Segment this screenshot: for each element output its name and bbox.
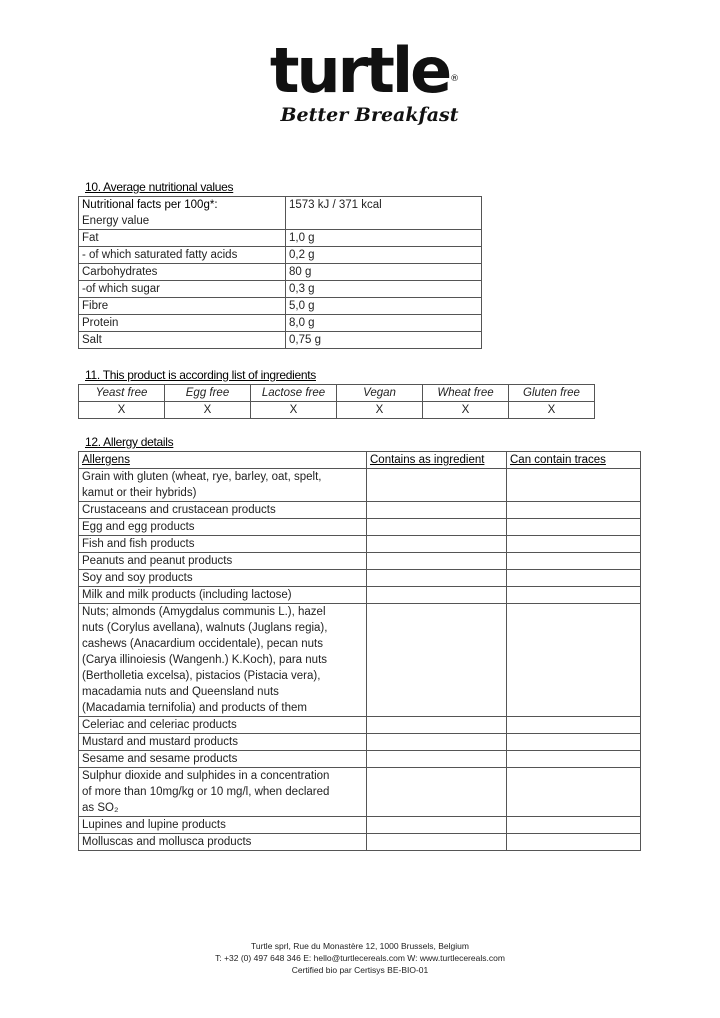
table-row — [79, 519, 641, 536]
traces-cell — [507, 751, 641, 768]
table-row — [79, 402, 595, 419]
nutrition-label — [79, 197, 286, 230]
logo-tagline: Better Breakfast — [280, 104, 459, 126]
footer — [0, 940, 720, 976]
allergen-line: of more than 10mg/kg or 10 mg/l, when declared — [82, 786, 330, 798]
contains-cell — [367, 553, 507, 570]
traces-cell — [507, 553, 641, 570]
allergen-line: Fish and fish products — [82, 538, 195, 550]
allergens-header: Allergens — [79, 452, 367, 469]
allergen-line: Mustard and mustard products — [82, 736, 238, 748]
contains-cell — [367, 502, 507, 519]
ingredient-mark: X — [251, 402, 337, 419]
contains-cell — [367, 751, 507, 768]
allergen-cell — [79, 587, 367, 604]
allergen-line: (Bertholletia excelsa), pistacios (Pistacia vera), — [82, 670, 321, 682]
contains-cell — [367, 519, 507, 536]
footer-address: Turtle sprl, Rue du Monastère 12, 1000 Brussels, Belgium — [251, 941, 469, 951]
nutrition-label: -of which sugar — [79, 281, 286, 298]
allergen-line: (Carya illinoiesis (Wangenh.) K.Koch), para nuts — [82, 654, 328, 666]
allergen-line: Lupines and lupine products — [82, 819, 226, 831]
allergen-line: as SO₂ — [82, 802, 119, 814]
ingredient-mark: X — [423, 402, 509, 419]
traces-cell — [507, 519, 641, 536]
ingredient-header: Egg free — [165, 385, 251, 402]
allergen-cell — [79, 768, 367, 817]
nutrition-value: 0,3 g — [286, 281, 482, 298]
logo-word: turtle — [269, 34, 450, 107]
nutrition-label: Fibre — [79, 298, 286, 315]
table-row — [79, 587, 641, 604]
nutrition-label: Salt — [79, 332, 286, 349]
table-row — [79, 298, 482, 315]
nutrition-value: 1573 kJ / 371 kcal — [286, 197, 482, 230]
nutrition-value: 80 g — [286, 264, 482, 281]
nutrition-table — [78, 196, 482, 349]
table-row — [79, 768, 641, 817]
allergen-line: Egg and egg products — [82, 521, 195, 533]
footer-contact: T: +32 (0) 497 648 346 E: hello@turtlecereals.com W: www.turtlecereals.com — [215, 953, 505, 963]
allergen-line: nuts (Corylus avellana), walnuts (Juglans regia), — [82, 622, 328, 634]
logo-wordmark — [269, 34, 460, 107]
allergen-line: Celeriac and celeriac products — [82, 719, 237, 731]
table-row — [79, 452, 641, 469]
allergen-line: Sulphur dioxide and sulphides in a concentration — [82, 770, 330, 782]
footer-certification: Certified bio par Certisys BE-BIO-01 — [291, 965, 429, 975]
table-row — [79, 247, 482, 264]
nutrition-sub-label: Energy value — [82, 215, 150, 227]
traces-cell — [507, 570, 641, 587]
contains-cell — [367, 834, 507, 851]
ingredient-header: Yeast free — [79, 385, 165, 402]
ingredient-header: Wheat free — [423, 385, 509, 402]
table-row — [79, 751, 641, 768]
brand-logo — [257, 34, 462, 126]
nutrition-value: 8,0 g — [286, 315, 482, 332]
allergen-line: (Macadamia ternifolia) and products of them — [82, 702, 307, 714]
registered-mark: ® — [450, 74, 460, 84]
ingredient-header: Vegan — [337, 385, 423, 402]
traces-cell — [507, 734, 641, 751]
traces-cell — [507, 604, 641, 717]
traces-header: Can contain traces — [507, 452, 641, 469]
table-row — [79, 469, 641, 502]
allergen-line: Milk and milk products (including lactose) — [82, 589, 292, 601]
traces-cell — [507, 587, 641, 604]
table-row — [79, 553, 641, 570]
table-row — [79, 570, 641, 587]
table-row — [79, 834, 641, 851]
traces-cell — [507, 834, 641, 851]
traces-cell — [507, 536, 641, 553]
nutrition-label: - of which saturated fatty acids — [79, 247, 286, 264]
allergen-cell — [79, 817, 367, 834]
allergy-table — [78, 451, 641, 851]
traces-cell — [507, 469, 641, 502]
contains-header: Contains as ingredient — [367, 452, 507, 469]
table-row — [79, 332, 482, 349]
table-row — [79, 502, 641, 519]
nutrition-label: Fat — [79, 230, 286, 247]
allergen-line: Molluscas and mollusca products — [82, 836, 252, 848]
table-row — [79, 817, 641, 834]
table-row — [79, 385, 595, 402]
ingredients-table — [78, 384, 595, 419]
allergen-cell — [79, 834, 367, 851]
ingredient-header: Gluten free — [509, 385, 595, 402]
contains-cell — [367, 536, 507, 553]
table-row — [79, 604, 641, 717]
traces-cell — [507, 817, 641, 834]
table-row — [79, 197, 482, 230]
allergen-cell — [79, 717, 367, 734]
allergen-cell — [79, 570, 367, 587]
nutrition-header-label: Nutritional facts per 100g*: — [82, 199, 218, 211]
section-12-title: 12. Allergy details — [85, 435, 174, 449]
allergen-cell — [79, 734, 367, 751]
contains-cell — [367, 717, 507, 734]
contains-cell — [367, 734, 507, 751]
allergen-cell — [79, 519, 367, 536]
allergen-cell — [79, 751, 367, 768]
contains-cell — [367, 768, 507, 817]
traces-cell — [507, 502, 641, 519]
allergen-line: Sesame and sesame products — [82, 753, 238, 765]
allergen-line: Nuts; almonds (Amygdalus communis L.), hazel — [82, 606, 326, 618]
contains-cell — [367, 469, 507, 502]
nutrition-value: 0,75 g — [286, 332, 482, 349]
allergen-cell — [79, 604, 367, 717]
nutrition-label: Protein — [79, 315, 286, 332]
table-row — [79, 536, 641, 553]
table-row — [79, 264, 482, 281]
allergen-cell — [79, 469, 367, 502]
table-row — [79, 315, 482, 332]
ingredient-mark: X — [165, 402, 251, 419]
ingredient-mark: X — [79, 402, 165, 419]
section-11-title: 11. This product is according list of ingredients — [85, 368, 316, 382]
allergen-cell — [79, 502, 367, 519]
nutrition-value: 0,2 g — [286, 247, 482, 264]
contains-cell — [367, 587, 507, 604]
traces-cell — [507, 717, 641, 734]
contains-cell — [367, 817, 507, 834]
allergen-cell — [79, 553, 367, 570]
traces-cell — [507, 768, 641, 817]
table-row — [79, 230, 482, 247]
allergen-cell — [79, 536, 367, 553]
allergen-line: kamut or their hybrids) — [82, 487, 197, 499]
nutrition-value: 5,0 g — [286, 298, 482, 315]
table-row — [79, 734, 641, 751]
allergen-line: cashews (Anacardium occidentale), pecan nuts — [82, 638, 323, 650]
allergen-line: Crustaceans and crustacean products — [82, 504, 276, 516]
ingredient-mark: X — [337, 402, 423, 419]
ingredient-mark: X — [509, 402, 595, 419]
contains-cell — [367, 570, 507, 587]
allergen-line: macadamia nuts and Queensland nuts — [82, 686, 279, 698]
nutrition-label: Carbohydrates — [79, 264, 286, 281]
table-row — [79, 281, 482, 298]
table-row — [79, 717, 641, 734]
allergen-line: Grain with gluten (wheat, rye, barley, oat, spelt, — [82, 471, 322, 483]
section-10-title: 10. Average nutritional values — [85, 180, 234, 194]
contains-cell — [367, 604, 507, 717]
ingredient-header: Lactose free — [251, 385, 337, 402]
allergen-line: Soy and soy products — [82, 572, 193, 584]
nutrition-value: 1,0 g — [286, 230, 482, 247]
allergen-line: Peanuts and peanut products — [82, 555, 233, 567]
